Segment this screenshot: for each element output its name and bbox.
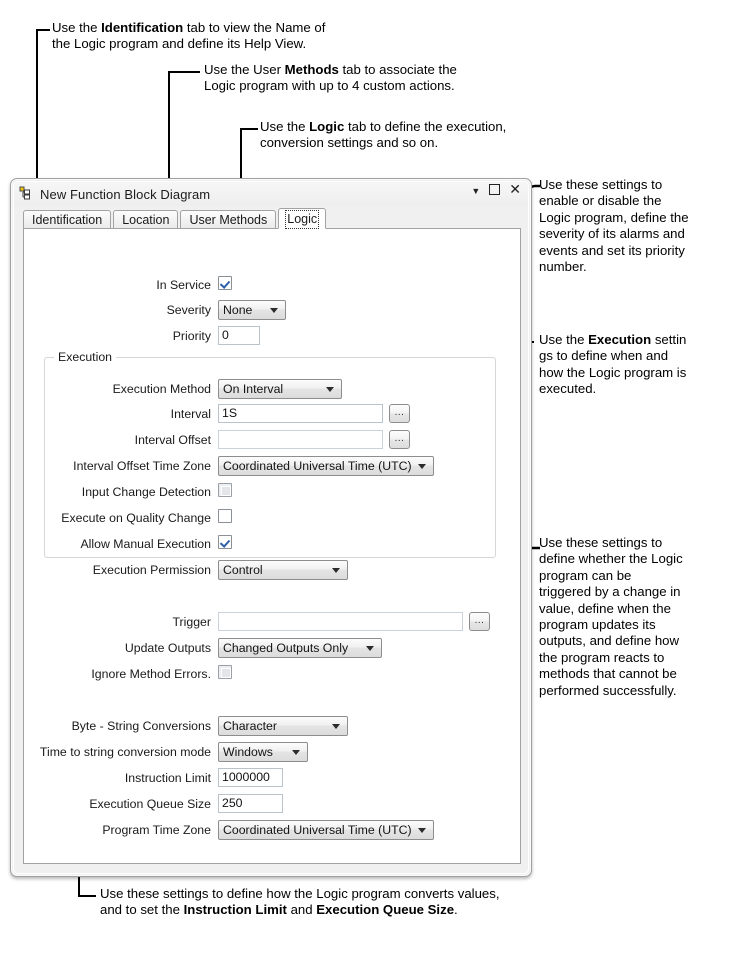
logic-tab-page	[23, 228, 521, 864]
general-settings-callout: Use these settings to enable or disable the Logic program, define the severity of its alarms and events and set its priority number.	[539, 177, 689, 275]
execute-on-quality-change-label: Execute on Quality Change	[61, 511, 211, 525]
identification-callout: Use the Identification tab to view the Name of the Logic program and define its Help View.	[52, 20, 326, 52]
leader-line-user-methods-h	[168, 71, 200, 73]
function-block-diagram-icon	[19, 186, 35, 202]
in-service-checkbox[interactable]	[218, 276, 232, 290]
user-methods-callout: Use the User Methods tab to associate the Logic program with up to 4 custom actions.	[204, 62, 457, 94]
interval-offset-time-zone-combobox[interactable]	[218, 456, 434, 476]
chevron-down-icon	[326, 387, 334, 392]
window-controls	[471, 183, 521, 197]
execution-method-label: Execution Method	[112, 382, 211, 396]
input-change-detection-checkbox[interactable]	[218, 483, 232, 497]
leader-line-identification-h	[36, 29, 50, 31]
instruction-limit-label: Instruction Limit	[124, 771, 211, 785]
execution-method-combobox[interactable]	[218, 379, 342, 399]
priority-input[interactable]	[218, 326, 260, 345]
ignore-method-errors-checkbox[interactable]	[218, 665, 232, 679]
tab-identification-label: Identification	[32, 213, 103, 227]
execution-queue-size-value: 250	[222, 796, 243, 810]
update-outputs-value: Changed Outputs Only	[223, 641, 349, 655]
execution-settings-callout: Use the Execution settin gs to define when and how the Logic program is executed.	[539, 332, 687, 397]
execution-queue-size-input[interactable]	[218, 794, 283, 813]
trigger-browse-button[interactable]: ...	[469, 612, 490, 631]
input-change-detection-label: Input Change Detection	[81, 485, 211, 499]
severity-value: None	[223, 303, 253, 317]
execution-group-title: Execution	[54, 350, 116, 364]
maximize-icon[interactable]	[489, 184, 500, 197]
allow-manual-execution-checkbox[interactable]	[218, 535, 232, 549]
chevron-down-icon	[332, 568, 340, 573]
trigger-label: Trigger	[172, 615, 211, 629]
interval-browse-button[interactable]: ...	[389, 404, 410, 423]
tab-user-methods-label: User Methods	[189, 213, 268, 227]
function-block-diagram-dialog	[10, 178, 532, 877]
execution-method-value: On Interval	[223, 382, 284, 396]
time-to-string-conversion-mode-combobox[interactable]	[218, 742, 308, 762]
execution-permission-value: Control	[223, 563, 263, 577]
ignore-method-errors-label: Ignore Method Errors.	[91, 667, 211, 681]
tab-location[interactable]	[113, 210, 178, 229]
conversion-settings-callout: Use these settings to define how the Logic program converts values, and to set the Instruction Limit and Execution Queue Size.	[100, 886, 500, 918]
priority-label: Priority	[172, 329, 211, 343]
execution-queue-size-label: Execution Queue Size	[89, 797, 211, 811]
dialog-titlebar[interactable]	[14, 182, 528, 206]
chevron-down-icon	[292, 750, 300, 755]
dialog-tabs	[23, 208, 521, 229]
priority-value: 0	[222, 328, 229, 342]
instruction-limit-input[interactable]	[218, 768, 283, 787]
update-outputs-label: Update Outputs	[124, 641, 211, 655]
interval-offset-browse-button[interactable]: ...	[389, 430, 410, 449]
tab-location-label: Location	[122, 213, 170, 227]
tab-logic-label: Logic	[287, 212, 318, 226]
interval-value: 1S	[222, 406, 238, 420]
byte-string-conversions-label: Byte - String Conversions	[71, 719, 211, 733]
chevron-down-icon	[418, 464, 426, 469]
program-time-zone-label: Program Time Zone	[102, 823, 211, 837]
program-time-zone-combobox[interactable]	[218, 820, 434, 840]
in-service-label: In Service	[156, 278, 211, 292]
byte-string-conversions-value: Character	[223, 719, 277, 733]
chevron-down-icon	[418, 828, 426, 833]
execution-permission-label: Execution Permission	[92, 563, 211, 577]
chevron-down-icon	[366, 646, 374, 651]
time-to-string-conversion-mode-value: Windows	[223, 745, 273, 759]
severity-label: Severity	[166, 303, 211, 317]
interval-input[interactable]	[218, 404, 383, 423]
leader-line-logic-tab-h	[240, 128, 258, 130]
interval-label: Interval	[170, 407, 211, 421]
tab-logic[interactable]	[278, 208, 326, 229]
chevron-down-icon	[270, 308, 278, 313]
instruction-limit-value: 1000000	[222, 770, 270, 784]
interval-offset-time-zone-label: Interval Offset Time Zone	[73, 459, 211, 473]
tab-identification[interactable]	[23, 210, 111, 229]
interval-offset-input[interactable]	[218, 430, 383, 449]
time-to-string-conversion-mode-label: Time to string conversion mode	[39, 745, 211, 759]
interval-offset-label: Interval Offset	[134, 433, 211, 447]
severity-combobox[interactable]	[218, 300, 286, 320]
trigger-settings-callout: Use these settings to define whether the Logic program can be triggered by a change in value, define when the program updates its outputs, and define how the program reacts to methods that cannot be performed successfully.	[539, 535, 683, 698]
execution-permission-combobox[interactable]	[218, 560, 348, 580]
interval-offset-time-zone-value: Coordinated Universal Time (UTC)	[223, 459, 412, 473]
logic-tab-callout: Use the Logic tab to define the execution, conversion settings and so on.	[260, 119, 507, 151]
update-outputs-combobox[interactable]	[218, 638, 382, 658]
tab-user-methods[interactable]	[180, 210, 276, 229]
byte-string-conversions-combobox[interactable]	[218, 716, 348, 736]
allow-manual-execution-label: Allow Manual Execution	[80, 537, 211, 551]
program-time-zone-value: Coordinated Universal Time (UTC)	[223, 823, 412, 837]
close-icon[interactable]: ✕	[509, 181, 521, 197]
minimize-icon[interactable]: ▼	[471, 185, 481, 196]
leader-line-conversion-h	[78, 895, 96, 897]
dialog-title: New Function Block Diagram	[40, 186, 211, 202]
chevron-down-icon	[332, 724, 340, 729]
trigger-input[interactable]	[218, 612, 463, 631]
execute-on-quality-change-checkbox[interactable]	[218, 509, 232, 523]
